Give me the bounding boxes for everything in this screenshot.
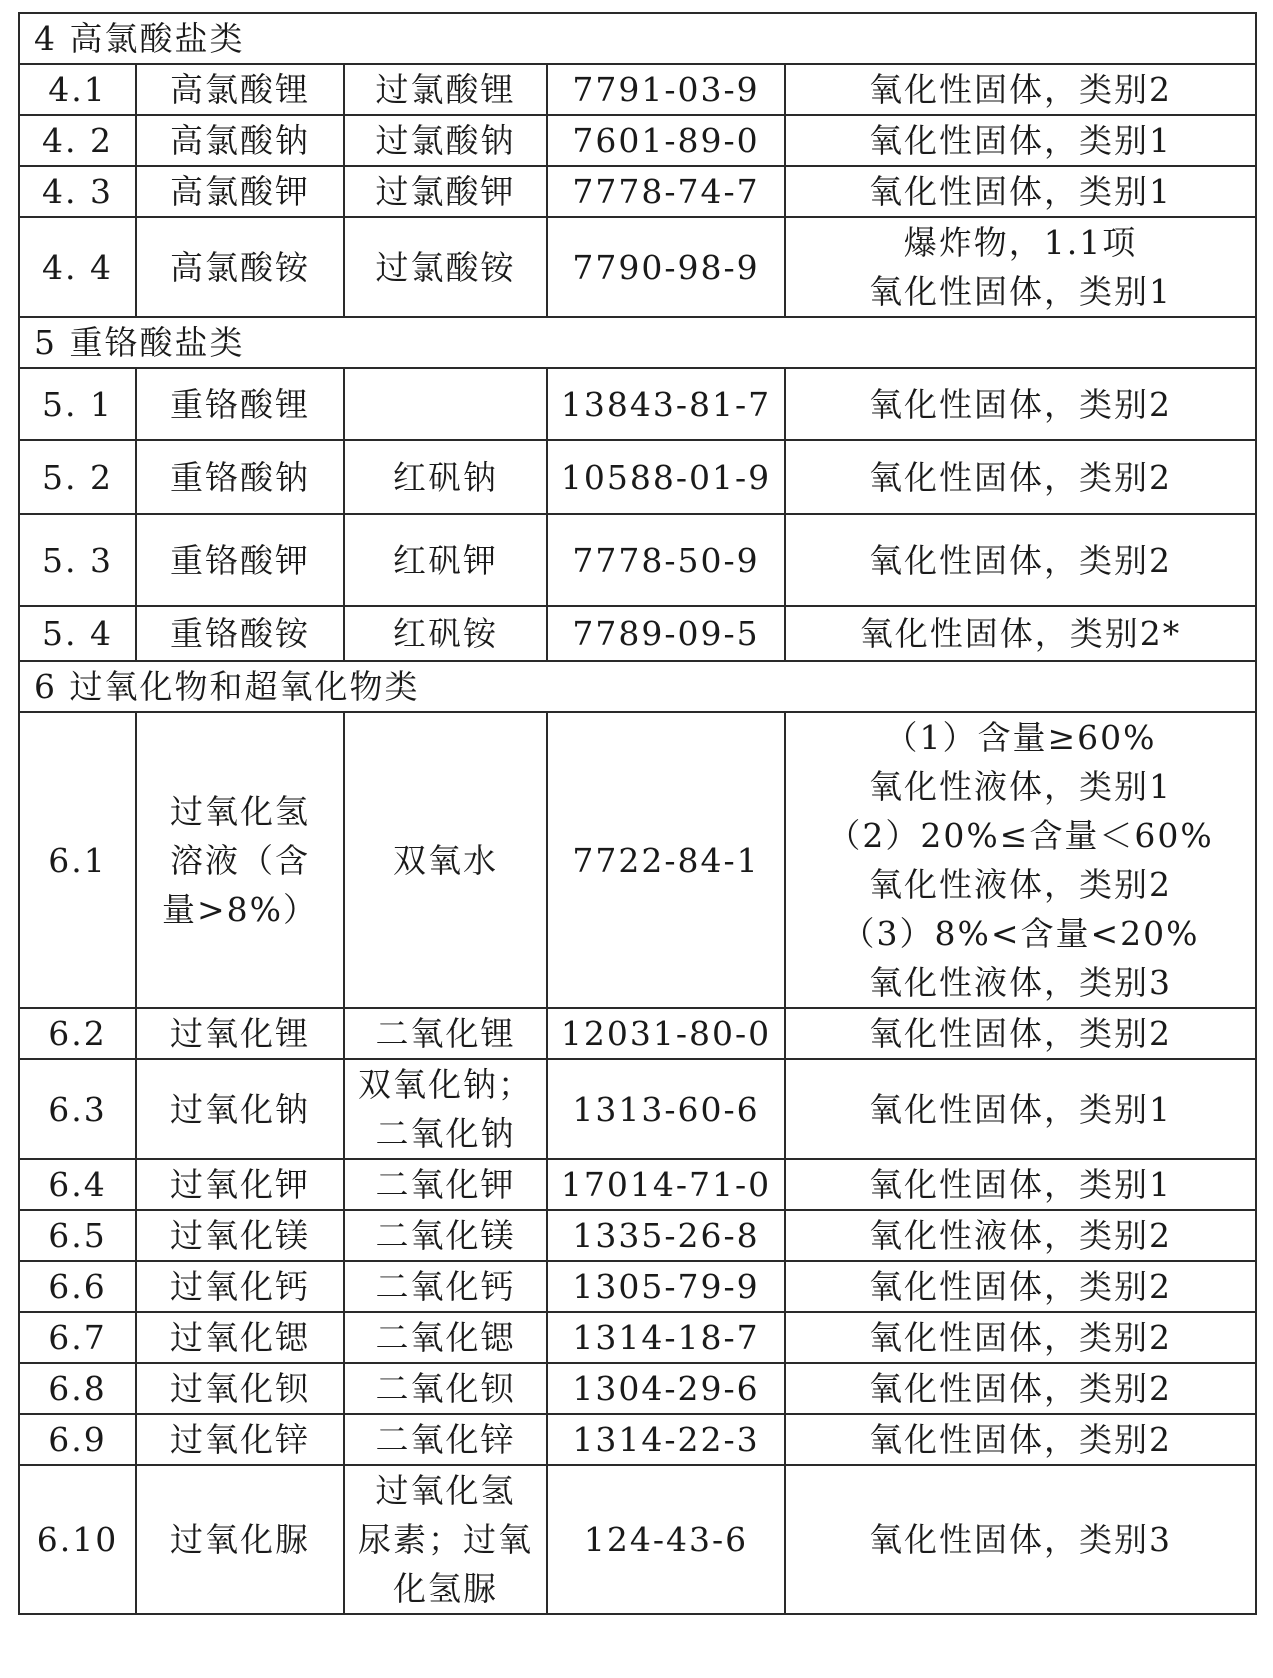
item-number-cell: 4. 3	[19, 166, 136, 217]
alias-cell-line: 过氯酸钾	[375, 172, 516, 211]
table-row	[19, 1008, 1256, 1059]
table-row	[19, 1414, 1256, 1465]
alias-cell-line: 二氧化钠	[375, 1114, 516, 1153]
chemical-name-cell	[136, 1312, 344, 1363]
cas-number-cell: 7791-03-9	[547, 64, 785, 115]
item-number-cell: 6.10	[19, 1465, 136, 1614]
alias-cell-line: 红矾钠	[393, 457, 498, 497]
section-title: 6 过氧化物和超氧化物类	[19, 661, 1256, 712]
chemical-name-cell	[136, 1159, 344, 1210]
chemical-name-cell-line: 高氯酸钾	[170, 172, 310, 211]
alias-cell	[344, 1261, 547, 1312]
hazard-class-cell-line: 氧化性固体，类别1	[869, 172, 1173, 211]
chemical-name-cell	[136, 1210, 344, 1261]
cas-number-cell: 1305-79-9	[547, 1261, 785, 1312]
alias-cell-line: 二氧化钡	[375, 1369, 516, 1408]
alias-cell-line: 二氧化锶	[375, 1318, 516, 1357]
hazard-class-cell-line: 氧化性固体，类别3	[869, 1520, 1173, 1559]
item-number-cell: 5. 4	[19, 606, 136, 661]
hazard-class-cell-line: 氧化性固体，类别2	[869, 457, 1173, 497]
table-row	[19, 1363, 1256, 1414]
cas-number-cell: 7722-84-1	[547, 712, 785, 1008]
alias-cell-line: 红矾钾	[393, 540, 498, 580]
cas-number-cell: 7778-74-7	[547, 166, 785, 217]
item-number-cell: 6.4	[19, 1159, 136, 1210]
hazard-class-cell	[785, 1363, 1256, 1414]
table-row	[19, 440, 1256, 514]
hazard-class-cell-line: （2）20%≤含量＜60%	[827, 816, 1214, 855]
alias-cell-line: 过氯酸钠	[375, 121, 516, 160]
hazard-class-cell-line: 氧化性固体，类别1	[869, 121, 1173, 160]
alias-cell	[344, 115, 547, 166]
alias-cell-line: 双氧化钠；	[358, 1065, 533, 1104]
hazard-class-cell	[785, 440, 1256, 514]
chemical-name-cell-line: 高氯酸锂	[170, 70, 310, 109]
item-number-cell: 6.9	[19, 1414, 136, 1465]
alias-cell-line: 过氯酸铵	[375, 247, 516, 287]
alias-cell	[344, 166, 547, 217]
cas-number-cell: 1314-22-3	[547, 1414, 785, 1465]
item-number-cell: 6.8	[19, 1363, 136, 1414]
cas-number-cell: 1304-29-6	[547, 1363, 785, 1414]
table-row	[19, 115, 1256, 166]
alias-cell-line: 二氧化锌	[375, 1420, 516, 1459]
chemical-name-cell-line: 过氧化脲	[170, 1520, 310, 1559]
cas-number-cell: 10588-01-9	[547, 440, 785, 514]
hazard-class-cell-line: 氧化性固体，类别2	[869, 384, 1173, 424]
alias-cell-line: 二氧化锂	[375, 1014, 516, 1053]
hazard-class-cell-line: 氧化性固体，类别1	[869, 1165, 1173, 1204]
item-number-cell: 4.1	[19, 64, 136, 115]
cas-number-cell: 1314-18-7	[547, 1312, 785, 1363]
hazard-class-cell-line: 氧化性固体，类别1	[869, 272, 1173, 311]
chemical-name-cell	[136, 64, 344, 115]
alias-cell	[344, 1363, 547, 1414]
table-row	[19, 606, 1256, 661]
hazard-class-cell	[785, 217, 1256, 317]
hazard-class-cell-line: 氧化性固体，类别1	[869, 1089, 1173, 1129]
alias-cell	[344, 1159, 547, 1210]
alias-cell	[344, 712, 547, 1008]
item-number-cell: 5. 1	[19, 368, 136, 440]
cas-number-cell: 17014-71-0	[547, 1159, 785, 1210]
item-number-cell: 4. 4	[19, 217, 136, 317]
alias-cell-line: 二氧化镁	[375, 1216, 516, 1255]
hazard-class-cell-line: 氧化性液体，类别1	[869, 767, 1173, 806]
item-number-cell: 6.1	[19, 712, 136, 1008]
item-number-cell: 6.3	[19, 1059, 136, 1159]
hazard-class-cell-line: 氧化性固体，类别2	[869, 1014, 1173, 1053]
table-row	[19, 514, 1256, 606]
hazard-class-cell	[785, 368, 1256, 440]
chemical-name-cell	[136, 368, 344, 440]
chemical-table	[18, 12, 1257, 1615]
cas-number-cell: 7789-09-5	[547, 606, 785, 661]
cas-number-cell: 12031-80-0	[547, 1008, 785, 1059]
chemical-name-cell-line: 过氧化镁	[170, 1216, 310, 1255]
hazard-class-cell-line: 氧化性液体，类别3	[869, 963, 1173, 1002]
chemical-name-cell-line: 重铬酸钠	[170, 457, 310, 497]
alias-cell	[344, 217, 547, 317]
table-row	[19, 166, 1256, 217]
hazard-class-cell	[785, 1059, 1256, 1159]
hazard-class-cell	[785, 166, 1256, 217]
table-row	[19, 1261, 1256, 1312]
hazard-class-cell	[785, 606, 1256, 661]
alias-cell-line: 过氧化氢	[375, 1471, 516, 1510]
chemical-name-cell-line: 过氧化钠	[170, 1089, 310, 1129]
alias-cell-line: 双氧水	[393, 840, 498, 880]
item-number-cell: 5. 2	[19, 440, 136, 514]
hazard-class-cell-line: （3）8%<含量<20%	[841, 914, 1200, 953]
alias-cell	[344, 440, 547, 514]
chemical-name-cell-line: 过氧化锂	[170, 1014, 310, 1053]
chemical-name-cell	[136, 606, 344, 661]
chemical-name-cell-line: 过氧化钙	[170, 1267, 310, 1306]
cas-number-cell: 7778-50-9	[547, 514, 785, 606]
table-row	[19, 1210, 1256, 1261]
alias-cell-line: 二氧化钙	[375, 1267, 516, 1306]
chemical-name-cell	[136, 1059, 344, 1159]
hazard-class-cell-line: 氧化性固体，类别2	[869, 1318, 1173, 1357]
alias-cell-line: 过氯酸锂	[375, 70, 516, 109]
hazard-class-cell	[785, 514, 1256, 606]
chemical-name-cell-line: 高氯酸钠	[170, 121, 310, 160]
chemical-name-cell-line: 过氧化锌	[170, 1420, 310, 1459]
alias-cell	[344, 1210, 547, 1261]
cas-number-cell: 1335-26-8	[547, 1210, 785, 1261]
hazard-class-cell	[785, 1465, 1256, 1614]
hazard-class-cell	[785, 1312, 1256, 1363]
chemical-name-cell	[136, 1261, 344, 1312]
alias-cell-line: 尿素；过氧	[358, 1520, 533, 1559]
table-row	[19, 64, 1256, 115]
chemical-name-cell	[136, 217, 344, 317]
section-header-row	[19, 661, 1256, 712]
hazard-class-cell-line: 氧化性固体，类别2	[869, 1420, 1173, 1459]
table-body	[19, 13, 1256, 1614]
chemical-name-cell-line: 高氯酸铵	[170, 247, 310, 287]
chemical-name-cell	[136, 440, 344, 514]
hazard-class-cell-line: 氧化性固体，类别2	[869, 540, 1173, 580]
cas-number-cell: 7601-89-0	[547, 115, 785, 166]
table-row	[19, 1465, 1256, 1614]
alias-cell	[344, 1008, 547, 1059]
item-number-cell: 5. 3	[19, 514, 136, 606]
alias-cell	[344, 1465, 547, 1614]
hazard-class-cell-line: 氧化性固体，类别2	[869, 70, 1173, 109]
alias-cell	[344, 1414, 547, 1465]
alias-cell	[344, 1059, 547, 1159]
hazard-class-cell	[785, 1210, 1256, 1261]
section-header-row	[19, 317, 1256, 368]
hazard-class-cell	[785, 64, 1256, 115]
chemical-name-cell	[136, 712, 344, 1008]
chemical-name-cell	[136, 1008, 344, 1059]
alias-cell-line: 化氢脲	[393, 1569, 498, 1608]
section-title: 4 高氯酸盐类	[19, 13, 1256, 64]
hazard-class-cell-line: 氧化性固体，类别2	[869, 1369, 1173, 1408]
cas-number-cell: 1313-60-6	[547, 1059, 785, 1159]
hazard-class-cell	[785, 1159, 1256, 1210]
chemical-name-cell-line: 重铬酸铵	[170, 614, 310, 653]
alias-cell	[344, 1312, 547, 1363]
section-header-row	[19, 13, 1256, 64]
hazard-class-cell	[785, 1261, 1256, 1312]
item-number-cell: 6.6	[19, 1261, 136, 1312]
table-row	[19, 1059, 1256, 1159]
table-row	[19, 217, 1256, 317]
section-title: 5 重铬酸盐类	[19, 317, 1256, 368]
chemical-name-cell-line: 过氧化锶	[170, 1318, 310, 1357]
hazard-class-cell	[785, 115, 1256, 166]
alias-cell-line: 红矾铵	[393, 614, 498, 653]
item-number-cell: 4. 2	[19, 115, 136, 166]
hazard-class-cell	[785, 1008, 1256, 1059]
chemical-name-cell	[136, 1363, 344, 1414]
table-row	[19, 712, 1256, 1008]
hazard-class-cell-line: 氧化性固体，类别2	[869, 1267, 1173, 1306]
chemical-name-cell-line: 重铬酸锂	[170, 384, 310, 424]
chemical-name-cell	[136, 115, 344, 166]
item-number-cell: 6.7	[19, 1312, 136, 1363]
hazard-class-cell-line: 爆炸物，1.1项	[903, 223, 1138, 262]
alias-cell	[344, 64, 547, 115]
chemical-name-cell-line: 过氧化钾	[170, 1165, 310, 1204]
chemical-name-cell-line: 过氧化氢	[170, 791, 310, 831]
hazard-class-cell-line: 氧化性液体，类别2	[869, 865, 1173, 904]
cas-number-cell: 13843-81-7	[547, 368, 785, 440]
alias-cell	[344, 368, 547, 440]
hazard-class-cell	[785, 1414, 1256, 1465]
item-number-cell: 6.5	[19, 1210, 136, 1261]
chemical-name-cell-line: 过氧化钡	[170, 1369, 310, 1408]
cas-number-cell: 7790-98-9	[547, 217, 785, 317]
table-row	[19, 368, 1256, 440]
hazard-class-cell-line: 氧化性固体，类别2*	[859, 614, 1182, 653]
table-row	[19, 1159, 1256, 1210]
cas-number-cell: 124-43-6	[547, 1465, 785, 1614]
chemical-name-cell	[136, 166, 344, 217]
hazard-class-cell	[785, 712, 1256, 1008]
item-number-cell: 6.2	[19, 1008, 136, 1059]
chemical-name-cell	[136, 514, 344, 606]
chemical-name-cell-line: 重铬酸钾	[170, 540, 310, 580]
chemical-name-cell-line: 量>8%）	[161, 889, 318, 929]
hazard-class-cell-line: （1）含量≥60%	[884, 718, 1157, 757]
hazard-class-cell-line: 氧化性液体，类别2	[869, 1216, 1173, 1255]
chemical-name-cell-line: 溶液（含	[170, 840, 310, 880]
alias-cell-line: 二氧化钾	[375, 1165, 516, 1204]
chemical-name-cell	[136, 1465, 344, 1614]
alias-cell	[344, 606, 547, 661]
table-row	[19, 1312, 1256, 1363]
alias-cell	[344, 514, 547, 606]
chemical-name-cell	[136, 1414, 344, 1465]
